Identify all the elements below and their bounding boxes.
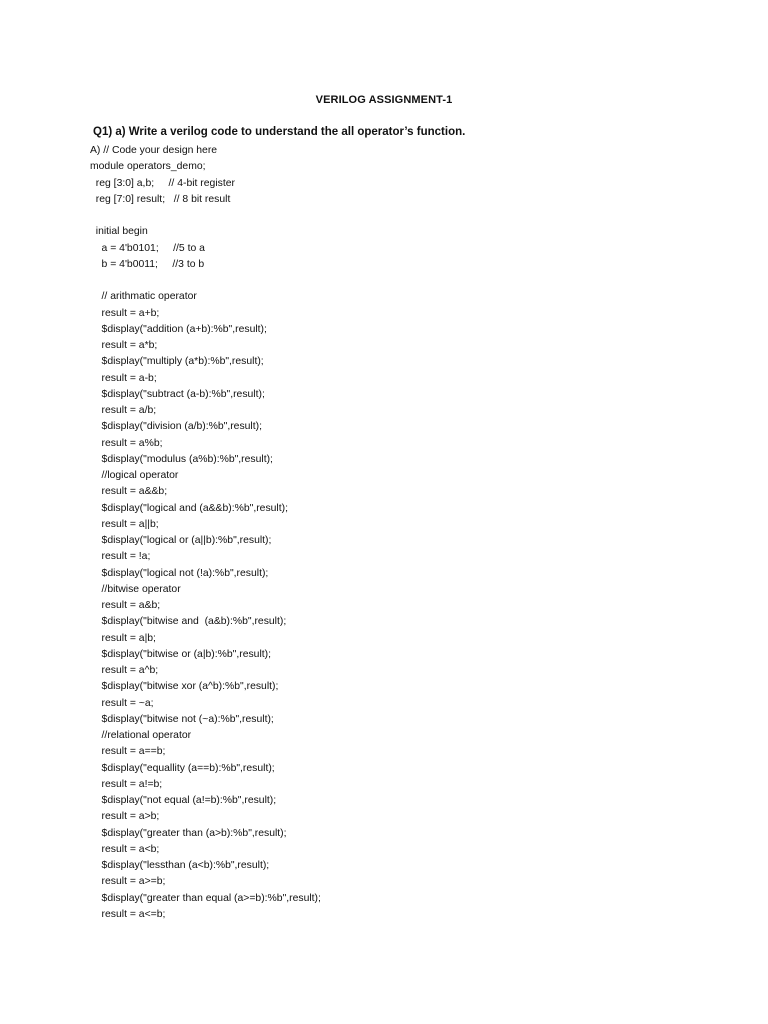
code-line: result = a>b; [90, 811, 160, 823]
code-line: module operators_demo; [90, 161, 206, 173]
code-line: result = a||b; [90, 518, 159, 530]
code-line: //relational operator [90, 730, 192, 741]
code-line: result = a&b; [90, 600, 161, 611]
code-line: initial begin [90, 226, 148, 238]
code-line: // arithmatic operator [90, 291, 197, 303]
question-text: Q1) a) Write a verilog code to understand the all operator’s function. [93, 126, 466, 138]
code-line: b = 4'b0011; //3 to b [90, 258, 205, 270]
code-line: $display("subtract (a-b):%b",result); [90, 388, 265, 400]
code-line: $display("addition (a+b):%b",result); [90, 323, 267, 335]
code-line: result = a<=b; [90, 908, 166, 920]
code-line: $display("greater than (a>b):%b",result); [90, 827, 287, 839]
code-line: A) // Code your design here [90, 145, 218, 156]
code-line: result = a/b; [90, 405, 157, 416]
code-line: $display("bitwise or (a|b):%b",result); [90, 648, 272, 660]
code-line: result = a%b; [90, 437, 163, 449]
code-line: result = a!=b; [90, 778, 163, 790]
code-line: result = ~a; [90, 697, 154, 709]
code-line: $display("not equal (a!=b):%b",result); [90, 795, 277, 806]
code-line: $display("bitwise and (a&b):%b",result); [90, 616, 287, 628]
code-line: $display("greater than equal (a>=b):%b",result); [90, 892, 321, 904]
code-line: result = !a; [90, 551, 151, 563]
code-line [90, 208, 321, 224]
code-line: $display("bitwise not (~a):%b",result); [90, 713, 274, 725]
code-line: $display("logical not (!a):%b",result); [90, 567, 269, 579]
code-line: $display("modulus (a%b):%b",result); [90, 453, 273, 465]
code-line: //bitwise operator [90, 583, 181, 595]
code-line: result = a^b; [90, 665, 159, 676]
code-line: //logical operator [90, 470, 179, 481]
code-line: result = a<b; [90, 843, 160, 855]
code-block [90, 143, 321, 923]
code-line: reg [7:0] result; // 8 bit result [90, 193, 231, 205]
code-line: $display("multiply (a*b):%b",result); [90, 356, 264, 368]
code-line: result = a+b; [90, 307, 160, 319]
code-line: result = a>=b; [90, 876, 166, 888]
code-line: $display("logical and (a&&b):%b",result); [90, 502, 288, 514]
code-line: $display("division (a/b):%b",result); [90, 421, 262, 433]
code-line: reg [3:0] a,b; // 4-bit register [90, 177, 235, 189]
code-line [90, 273, 321, 289]
code-line: $display("lessthan (a<b):%b",result); [90, 860, 270, 871]
code-line: $display("logical or (a||b):%b",result); [90, 535, 272, 546]
code-line: result = a|b; [90, 632, 156, 644]
code-line: result = a&&b; [90, 486, 168, 498]
document-title: VERILOG ASSIGNMENT-1 [315, 94, 453, 106]
code-line: result = a*b; [90, 340, 158, 351]
code-line: $display("equallity (a==b):%b",result); [90, 762, 275, 774]
code-line: $display("bitwise xor (a^b):%b",result); [90, 681, 279, 693]
code-line: a = 4'b0101; //5 to a [90, 242, 205, 254]
code-line: result = a-b; [90, 372, 157, 384]
code-line: result = a==b; [90, 746, 166, 758]
